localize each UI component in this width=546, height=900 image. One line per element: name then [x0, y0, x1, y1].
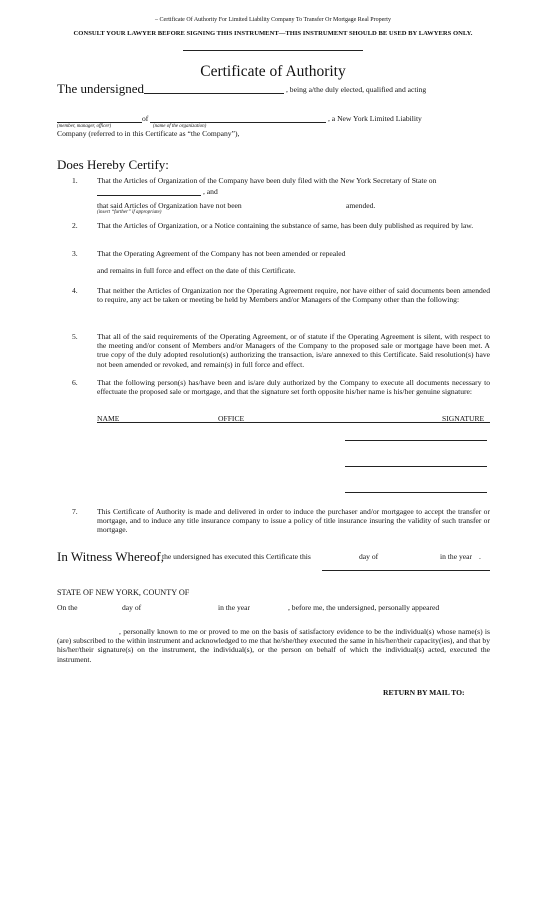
page-title: Certificate of Authority	[200, 63, 346, 80]
hint-org: (name of the organization)	[153, 124, 207, 129]
ack-day-of: day of	[122, 603, 142, 612]
col-signature: SIGNATURE	[442, 414, 485, 423]
item-number: 6.	[72, 378, 78, 387]
table-header-rule	[97, 422, 490, 423]
signature-line-2[interactable]	[345, 466, 487, 467]
signature-line-1[interactable]	[345, 440, 487, 441]
of-text: of	[142, 114, 149, 123]
state-county: STATE OF NEW YORK, COUNTY OF	[57, 588, 190, 597]
witness-in-year: in the year	[440, 552, 473, 561]
member-title-field[interactable]	[57, 122, 142, 123]
col-name: NAME	[97, 414, 120, 423]
undersigned-name-field[interactable]	[144, 93, 284, 94]
company-ref-text: Company (referred to in this Certificate as “the Company”),	[57, 129, 240, 138]
item-number: 3.	[72, 249, 78, 258]
item-number: 5.	[72, 332, 78, 341]
item-7-text: This Certificate of Authority is made and delivered in order to induce the purchaser and/or mortgagee to accept the transfer or mortgage, and to induce any title insurance company to issue a policy of title insurance insuring the validity of such transfer or mortgage.	[97, 507, 490, 535]
item-number: 2.	[72, 221, 78, 230]
ack-on-the: On the	[57, 603, 78, 612]
header-divider	[183, 50, 363, 51]
item-4-text: That neither the Articles of Organization nor the Operating Agreement require, nor have either of said documents been amended to require, any act be taken or meeting be held by Members and/or Managers of the Company other than the following:	[97, 286, 490, 305]
item-6-text: That the following person(s) has/have been and is/are duly authorized by the Company to execute all documents necessary to effectuate the proposed sale or mortgage, and that the signature set forth opposite his/her name is his/her genuine signature:	[97, 378, 490, 397]
return-by-mail: RETURN BY MAIL TO:	[383, 688, 465, 697]
witness-period: .	[479, 552, 481, 561]
col-office: OFFICE	[218, 414, 245, 423]
and-text: , and	[203, 187, 218, 196]
undersigned-label: The undersigned	[57, 81, 145, 96]
item-5-text: That all of the said requirements of the Operating Agreement, or of statute if the Operating Agreement is silent, with respect to the meeting and/or consent of Members and/or Managers of the Company to the proposed sale or mortgage have been met. A true copy of the duly adopted resolution(s) authorizing the transaction, is/are annexed to this Certificate. Said resolution(s) have not been amended or revoked, and remain(s) in full force and effect.	[97, 332, 490, 369]
item-1-text: That the Articles of Organization of the Company have been duly filed with the New York Secretary of State on	[97, 176, 437, 185]
item-2-text: That the Articles of Organization, or a Notice containing the substance of same, has been duly published as required by law.	[97, 221, 474, 230]
witness-signature-line[interactable]	[322, 570, 490, 571]
amended-post-text: amended.	[346, 201, 376, 210]
hint-member: (member, manager, officer)	[57, 124, 112, 129]
item-number: 1.	[72, 176, 78, 185]
ack-before: , before me, the undersigned, personally appeared	[288, 603, 440, 612]
being-text: , being a/the duly elected, qualified and acting	[286, 85, 427, 94]
filing-date-field[interactable]	[97, 195, 201, 196]
item-3-text: That the Operating Agreement of the Company has not been amended or repealed	[97, 249, 346, 258]
ack-body: , personally known to me or proved to me on the basis of satisfactory evidence to be the individual(s) whose name(s) is (are) subscribed to the within instrument and acknowledged to me that he/she/they executed the same in his/her/their capacity(ies), and that by his/her/their signature(s) on the instrument, the individual(s), or the person on behalf of which the individual(s) acted, executed the instrument.	[57, 627, 490, 664]
hint-further: (insert “further” if appropriate)	[97, 210, 162, 215]
certify-heading: Does Hereby Certify:	[57, 157, 169, 172]
organization-name-field[interactable]	[150, 122, 326, 123]
ny-llc-text: , a New York Limited Liability	[328, 114, 422, 123]
header-caption: – Certificate Of Authority For Limited Liability Company To Transfer Or Mortgage Real Property	[155, 17, 391, 23]
witness-day-of: day of	[359, 552, 379, 561]
item-number: 4.	[72, 286, 78, 295]
lawyer-warning: CONSULT YOUR LAWYER BEFORE SIGNING THIS INSTRUMENT—THIS INSTRUMENT SHOULD BE USED BY LAWYERS ONLY.	[73, 30, 473, 37]
further-field[interactable]	[252, 209, 342, 210]
ack-in-year: in the year	[218, 603, 251, 612]
witness-heading: In Witness Whereof,	[57, 549, 164, 564]
witness-text: the undersigned has executed this Certificate this	[162, 552, 311, 561]
item-number: 7.	[72, 507, 78, 516]
item-3-extra: and remains in full force and effect on the date of this Certificate.	[97, 266, 296, 275]
signature-line-3[interactable]	[345, 492, 487, 493]
amended-pre-text: that said Articles of Organization have not been	[97, 201, 242, 210]
